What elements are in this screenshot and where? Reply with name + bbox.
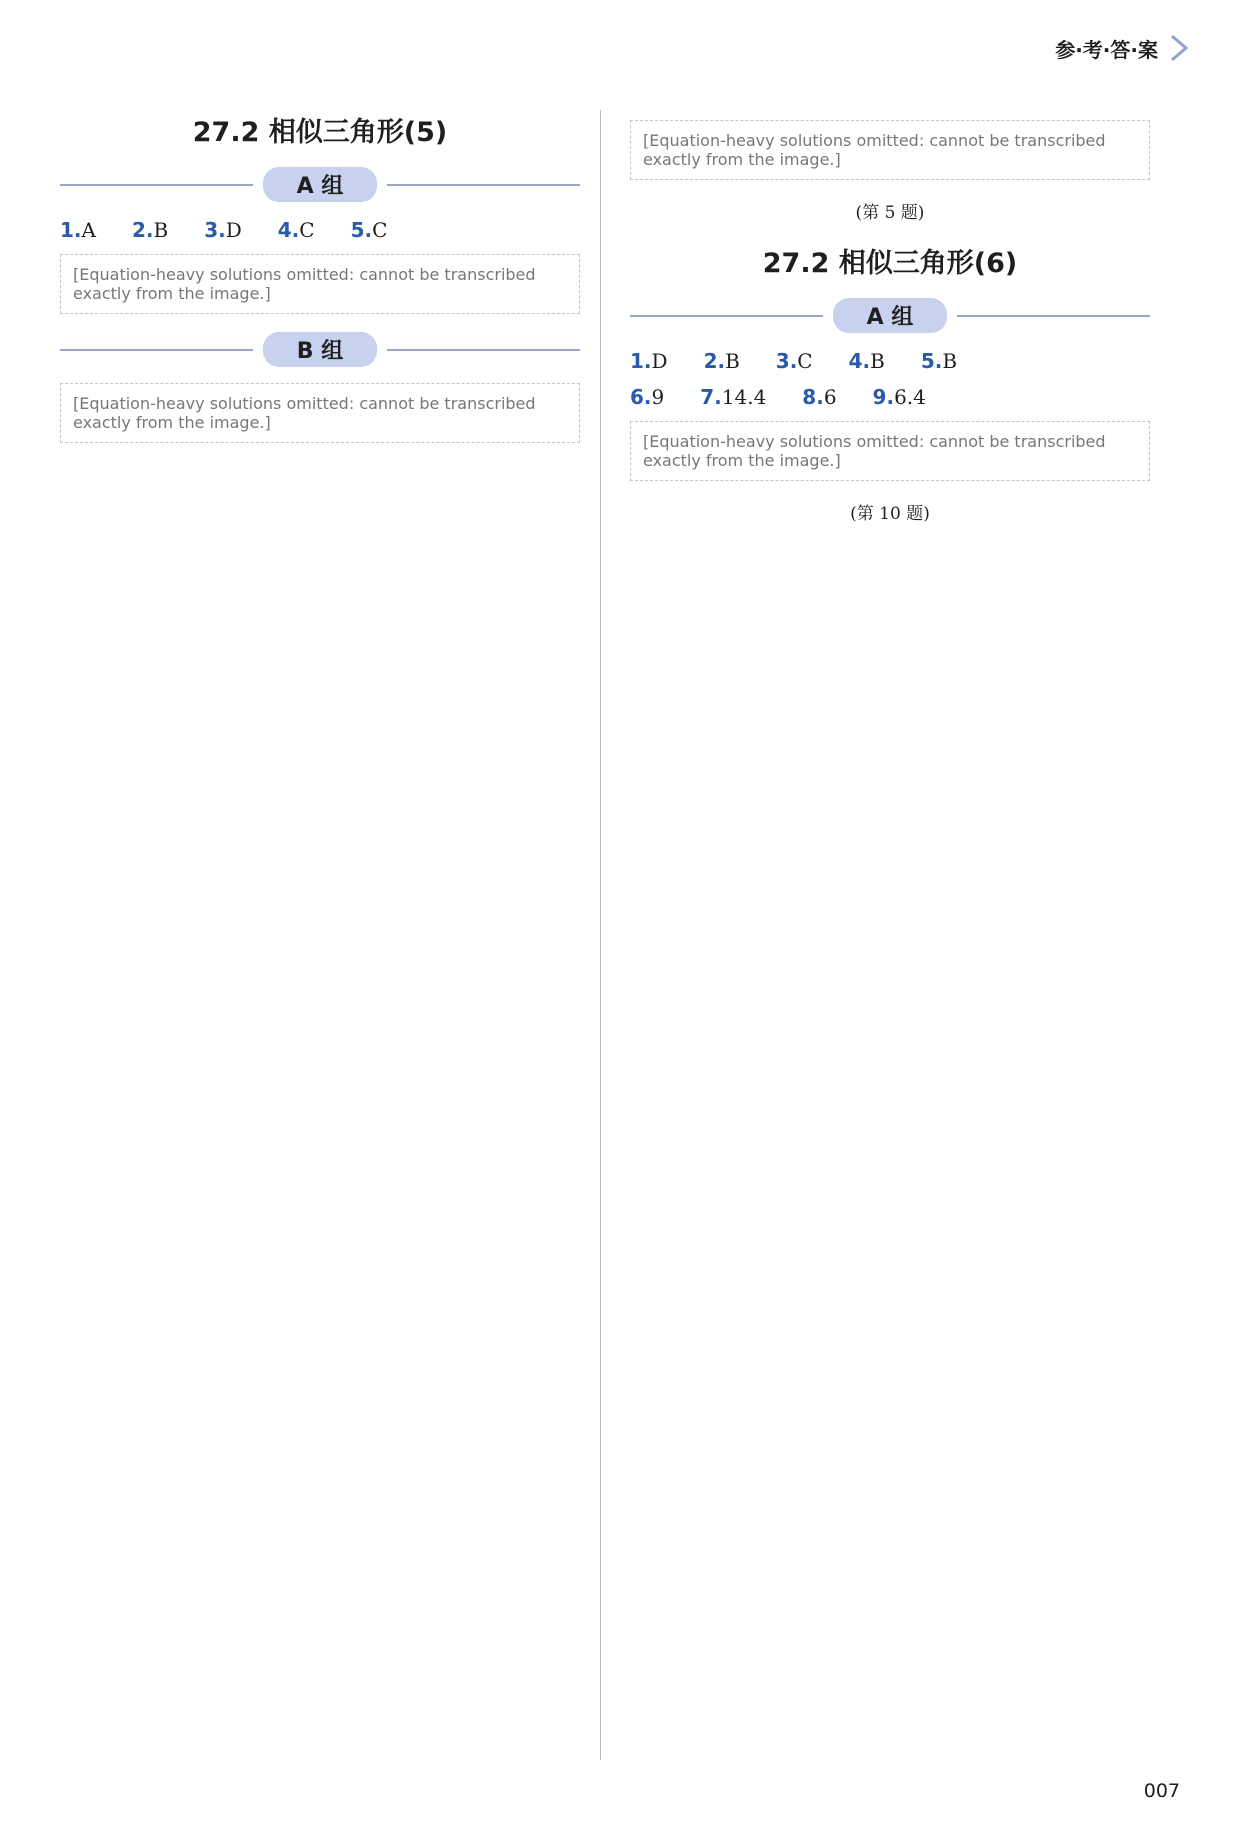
banner-rule — [60, 184, 253, 186]
section-title-5: 27.2 相似三角形(5) — [192, 117, 448, 148]
banner-rule — [387, 349, 580, 351]
column-divider — [600, 110, 601, 1760]
answer-item: 5.B — [920, 349, 958, 373]
answer-row — [630, 385, 1150, 409]
right-column — [630, 110, 1150, 542]
answer-item: 7.14.4 — [700, 385, 767, 409]
answer-item: 2.B — [131, 218, 169, 242]
group-label: B 组 — [263, 332, 377, 367]
banner-rule — [957, 315, 1150, 317]
omitted-content-note: [Equation-heavy solutions omitted: cannot be transcribed exactly from the image.] — [60, 254, 580, 314]
section-title-6: 27.2 相似三角形(6) — [762, 248, 1018, 279]
answer-item: 4.C — [277, 218, 315, 242]
left-column — [60, 110, 580, 461]
page-header — [1055, 32, 1190, 64]
group-label: A 组 — [263, 167, 378, 202]
group-banner-b — [60, 332, 580, 367]
answer-item: 8.6 — [802, 385, 837, 409]
group-label: A 组 — [833, 298, 948, 333]
answer-item: 3.C — [775, 349, 813, 373]
answer-item: 1.D — [630, 349, 668, 373]
answer-item: 2.B — [703, 349, 740, 373]
answer-item: 1.A — [60, 218, 96, 242]
figure-10-caption: (第 10 题) — [850, 504, 930, 524]
page-number: 007 — [1143, 1780, 1180, 1802]
answer-item: 5.C — [350, 218, 388, 242]
omitted-content-note: [Equation-heavy solutions omitted: cannot be transcribed exactly from the image.] — [630, 421, 1150, 481]
header-label: 参·考·答·案 — [1055, 37, 1158, 62]
omitted-content-note: [Equation-heavy solutions omitted: cannot be transcribed exactly from the image.] — [630, 120, 1150, 180]
answer-item: 3.D — [204, 218, 242, 242]
answer-item: 4.B — [848, 349, 885, 373]
group-banner-a — [60, 167, 580, 202]
chevron-right-icon — [1168, 32, 1190, 64]
answer-item: 6.9 — [630, 385, 665, 409]
figure-5-caption: (第 5 题) — [855, 203, 925, 223]
banner-rule — [387, 184, 580, 186]
group-banner-a-6 — [630, 298, 1150, 333]
banner-rule — [60, 349, 253, 351]
banner-rule — [630, 315, 823, 317]
answer-row — [630, 349, 1150, 373]
answer-row — [60, 218, 580, 242]
answer-item: 9.6.4 — [872, 385, 926, 409]
omitted-content-note: [Equation-heavy solutions omitted: cannot be transcribed exactly from the image.] — [60, 383, 580, 443]
